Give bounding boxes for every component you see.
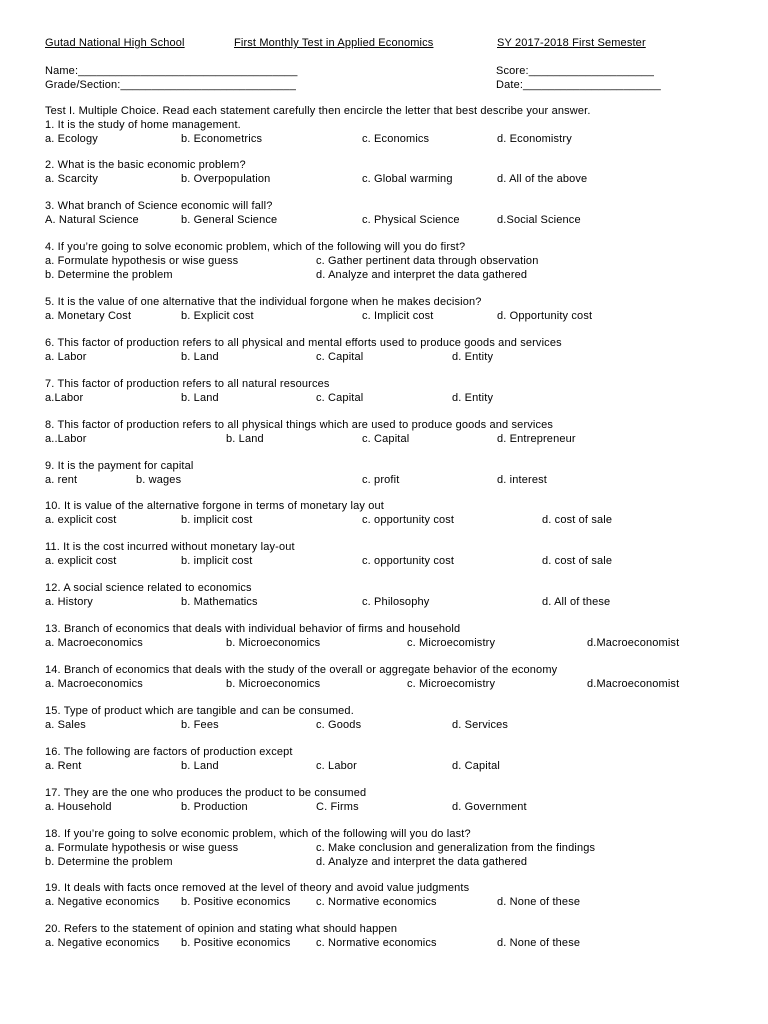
answer-choice-17-b[interactable]: b. Production (181, 801, 248, 813)
answer-choice-8-b[interactable]: b. Land (226, 433, 264, 445)
answer-choice-9-b[interactable]: b. wages (136, 474, 182, 486)
school-name: Gutad National High School (45, 37, 185, 49)
answer-choice-1-a[interactable]: a. Ecology (45, 133, 98, 145)
answer-choice-3-a[interactable]: A. Natural Science (45, 214, 139, 226)
answer-choice-7-a[interactable]: a.Labor (45, 392, 84, 404)
answer-choice-12-d[interactable]: d. All of these (542, 596, 611, 608)
instructions: Test I. Multiple Choice. Read each statement carefully then encircle the letter that best describe your answer. (45, 105, 591, 117)
answer-choice-13-d[interactable]: d.Macroeconomist (587, 637, 680, 649)
answer-choice-4-d[interactable]: d. Analyze and interpret the data gathered (316, 269, 528, 281)
answer-choice-2-b[interactable]: b. Overpopulation (181, 173, 271, 185)
answer-choice-10-a[interactable]: a. explicit cost (45, 514, 117, 526)
question-text: 14. Branch of economics that deals with the study of the overall or aggregate behavior of the economy (45, 664, 558, 676)
answer-choice-14-d[interactable]: d.Macroeconomist (587, 678, 680, 690)
answer-choice-15-c[interactable]: c. Goods (316, 719, 362, 731)
answer-choice-5-b[interactable]: b. Explicit cost (181, 310, 254, 322)
answer-choice-17-d[interactable]: d. Government (452, 801, 527, 813)
question-text: 18. If you’re going to solve economic problem, which of the following will you do last? (45, 828, 471, 840)
answer-choice-16-a[interactable]: a. Rent (45, 760, 82, 772)
question-text: 19. It deals with facts once removed at the level of theory and avoid value judgments (45, 882, 470, 894)
answer-choice-15-d[interactable]: d. Services (452, 719, 509, 731)
answer-choice-3-b[interactable]: b. General Science (181, 214, 278, 226)
answer-choice-12-c[interactable]: c. Philosophy (362, 596, 430, 608)
answer-choice-14-c[interactable]: c. Microecomistry (407, 678, 496, 690)
answer-choice-20-c[interactable]: c. Normative economics (316, 937, 437, 949)
answer-choice-10-b[interactable]: b. implicit cost (181, 514, 253, 526)
answer-choice-6-d[interactable]: d. Entity (452, 351, 494, 363)
answer-choice-7-c[interactable]: c. Capital (316, 392, 364, 404)
answer-choice-19-a[interactable]: a. Negative economics (45, 896, 160, 908)
answer-choice-10-d[interactable]: d. cost of sale (542, 514, 613, 526)
question-text: 15. Type of product which are tangible and can be consumed. (45, 705, 354, 717)
answer-choice-13-a[interactable]: a. Macroeconomics (45, 637, 143, 649)
answer-choice-5-d[interactable]: d. Opportunity cost (497, 310, 593, 322)
answer-choice-14-b[interactable]: b. Microeconomics (226, 678, 321, 690)
answer-choice-14-a[interactable]: a. Macroeconomics (45, 678, 143, 690)
question-text: 6. This factor of production refers to all physical and mental efforts used to produce goods and services (45, 337, 562, 349)
answer-choice-11-a[interactable]: a. explicit cost (45, 555, 117, 567)
answer-choice-16-b[interactable]: b. Land (181, 760, 219, 772)
question-text: 4. If you’re going to solve economic problem, which of the following will you do first? (45, 241, 466, 253)
answer-choice-12-a[interactable]: a. History (45, 596, 93, 608)
answer-choice-19-c[interactable]: c. Normative economics (316, 896, 437, 908)
question-text: 5. It is the value of one alternative that the individual forgone when he makes decision? (45, 296, 482, 308)
answer-choice-9-a[interactable]: a. rent (45, 474, 78, 486)
answer-choice-17-a[interactable]: a. Household (45, 801, 112, 813)
answer-choice-20-b[interactable]: b. Positive economics (181, 937, 291, 949)
answer-choice-16-c[interactable]: c. Labor (316, 760, 357, 772)
answer-choice-8-d[interactable]: d. Entrepreneur (497, 433, 576, 445)
answer-choice-7-d[interactable]: d. Entity (452, 392, 494, 404)
answer-choice-16-d[interactable]: d. Capital (452, 760, 500, 772)
question-text: 12. A social science related to economics (45, 582, 252, 594)
answer-choice-4-c[interactable]: b. Determine the problem (45, 269, 173, 281)
score-field[interactable]: Score:____________________ (496, 65, 655, 77)
answer-choice-11-b[interactable]: b. implicit cost (181, 555, 253, 567)
question-text: 3. What branch of Science economic will fall? (45, 200, 273, 212)
date-field[interactable]: Date:______________________ (496, 79, 661, 91)
school-year: SY 2017-2018 First Semester (497, 37, 646, 49)
question-text: 20. Refers to the statement of opinion and stating what should happen (45, 923, 398, 935)
answer-choice-1-d[interactable]: d. Economistry (497, 133, 572, 145)
answer-choice-5-a[interactable]: a. Monetary Cost (45, 310, 132, 322)
answer-choice-13-b[interactable]: b. Microeconomics (226, 637, 321, 649)
answer-choice-4-a[interactable]: a. Formulate hypothesis or wise guess (45, 255, 239, 267)
answer-choice-19-d[interactable]: d. None of these (497, 896, 581, 908)
answer-choice-9-d[interactable]: d. interest (497, 474, 547, 486)
answer-choice-11-d[interactable]: d. cost of sale (542, 555, 613, 567)
grade-section-field[interactable]: Grade/Section:____________________________ (45, 79, 296, 91)
answer-choice-1-c[interactable]: c. Economics (362, 133, 430, 145)
answer-choice-15-b[interactable]: b. Fees (181, 719, 219, 731)
answer-choice-19-b[interactable]: b. Positive economics (181, 896, 291, 908)
answer-choice-8-a[interactable]: a..Labor (45, 433, 87, 445)
question-text: 10. It is value of the alternative forgone in terms of monetary lay out (45, 500, 384, 512)
answer-choice-12-b[interactable]: b. Mathematics (181, 596, 258, 608)
answer-choice-13-c[interactable]: c. Microecomistry (407, 637, 496, 649)
question-text: 2. What is the basic economic problem? (45, 159, 246, 171)
answer-choice-10-c[interactable]: c. opportunity cost (362, 514, 455, 526)
name-field[interactable]: Name:___________________________________ (45, 65, 298, 77)
answer-choice-18-d[interactable]: d. Analyze and interpret the data gathered (316, 856, 528, 868)
answer-choice-6-a[interactable]: a. Labor (45, 351, 87, 363)
question-text: 13. Branch of economics that deals with individual behavior of firms and household (45, 623, 461, 635)
answer-choice-18-a[interactable]: a. Formulate hypothesis or wise guess (45, 842, 239, 854)
answer-choice-5-c[interactable]: c. Implicit cost (362, 310, 434, 322)
answer-choice-3-d[interactable]: d.Social Science (497, 214, 581, 226)
test-title: First Monthly Test in Applied Economics (234, 37, 434, 49)
answer-choice-2-d[interactable]: d. All of the above (497, 173, 588, 185)
answer-choice-18-b[interactable]: c. Make conclusion and generalization from the findings (316, 842, 596, 854)
answer-choice-6-b[interactable]: b. Land (181, 351, 219, 363)
answer-choice-20-a[interactable]: a. Negative economics (45, 937, 160, 949)
question-text: 1. It is the study of home management. (45, 119, 241, 131)
question-text: 9. It is the payment for capital (45, 460, 194, 472)
answer-choice-18-c[interactable]: b. Determine the problem (45, 856, 173, 868)
answer-choice-1-b[interactable]: b. Econometrics (181, 133, 263, 145)
answer-choice-17-c[interactable]: C. Firms (316, 801, 359, 813)
answer-choice-2-a[interactable]: a. Scarcity (45, 173, 98, 185)
question-text: 8. This factor of production refers to all physical things which are used to produce goods and services (45, 419, 554, 431)
answer-choice-2-c[interactable]: c. Global warming (362, 173, 453, 185)
answer-choice-7-b[interactable]: b. Land (181, 392, 219, 404)
answer-choice-15-a[interactable]: a. Sales (45, 719, 86, 731)
answer-choice-20-d[interactable]: d. None of these (497, 937, 581, 949)
question-text: 16. The following are factors of production except (45, 746, 293, 758)
answer-choice-3-c[interactable]: c. Physical Science (362, 214, 460, 226)
answer-choice-8-c[interactable]: c. Capital (362, 433, 410, 445)
question-text: 11. It is the cost incurred without monetary lay-out (45, 541, 295, 553)
answer-choice-11-c[interactable]: c. opportunity cost (362, 555, 455, 567)
answer-choice-6-c[interactable]: c. Capital (316, 351, 364, 363)
answer-choice-9-c[interactable]: c. profit (362, 474, 400, 486)
answer-choice-4-b[interactable]: c. Gather pertinent data through observation (316, 255, 539, 267)
question-text: 7. This factor of production refers to all natural resources (45, 378, 330, 390)
question-text: 17. They are the one who produces the product to be consumed (45, 787, 367, 799)
